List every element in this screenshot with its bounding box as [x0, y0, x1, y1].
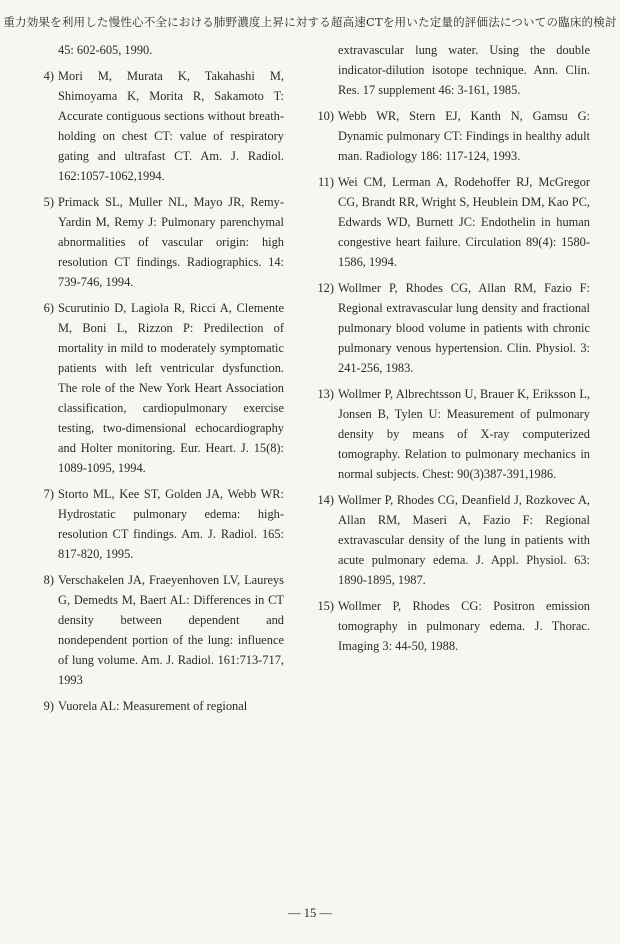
reference-continuation: extravascular lung water. Using the double indicator-dilution isotope technique. Ann. Clin. Res. 17 supplement 46: 3-161, 1985.: [338, 43, 590, 97]
reference-item: [308, 278, 590, 378]
reference-item: [32, 298, 284, 478]
reference-text: Webb WR, Stern EJ, Kanth N, Gamsu G: Dynamic pulmonary CT: Findings in healthy adult man. Radiology 186: 117-124, 1993.: [338, 109, 590, 163]
reference-number: 4): [43, 69, 54, 83]
reference-number: 15): [317, 599, 334, 613]
reference-number: 12): [317, 281, 334, 295]
reference-item: [32, 696, 284, 716]
reference-item: [308, 596, 590, 656]
reference-text: Wollmer P, Rhodes CG: Positron emission tomography in pulmonary edema. J. Thorac. Imaging 3: 44-50, 1988.: [338, 599, 590, 653]
running-header: 重力効果を利用した慢性心不全における肺野濃度上昇に対する超高速CTを用いた定量的評価法についての臨床的検討: [3, 15, 617, 29]
reference-item: [308, 490, 590, 590]
reference-text: Scurutinio D, Lagiola R, Ricci A, Clemente M, Boni L, Rizzon P: Predilection of mortality in mild to moderately symptomatic patients with left ventricular dysfunction. The role of the New York Heart Association classification, cardiopulmonary exercise testing, two-dimensional echocardiography and Holter monitoring. Eur. Heart. J. 15(8): 1089-1095, 1994.: [58, 301, 284, 475]
reference-item: [32, 484, 284, 564]
reference-text: Primack SL, Muller NL, Mayo JR, Remy-Yardin M, Remy J: Pulmonary parenchymal abnormalities of vascular origin: high resolution CT findings. Radiographics. 14: 739-746, 1994.: [58, 195, 284, 289]
reference-text: Storto ML, Kee ST, Golden JA, Webb WR: Hydrostatic pulmonary edema: high-resolution CT findings. Am. J. Radiol. 165: 817-820, 1995.: [58, 487, 284, 561]
reference-text: Wollmer P, Rhodes CG, Allan RM, Fazio F: Regional extravascular lung density and fractional pulmonary blood volume in patients with chronic pulmonary venous hypertension. Clin. Physiol. 3: 241-256, 1983.: [338, 281, 590, 375]
reference-continuation: 45: 602-605, 1990.: [58, 43, 153, 57]
reference-number: 11): [317, 175, 334, 189]
reference-number: 10): [317, 109, 334, 123]
reference-item: [308, 106, 590, 166]
reference-text: Vuorela AL: Measurement of regional: [58, 699, 248, 713]
reference-number: 8): [43, 573, 54, 587]
page-number: — 15 —: [288, 906, 332, 920]
reference-text: Mori M, Murata K, Takahashi M, Shimoyama K, Morita R, Sakamoto T: Accurate contiguous sections without breath-holding on chest CT: value of respiratory gating and ultrafast CT. Am. J. Radiol. 162:1057-1062,1994.: [58, 69, 284, 183]
reference-text: Wei CM, Lerman A, Rodehoffer RJ, McGregor CG, Brandt RR, Wright S, Heublein DM, Kao PC, Edwards WD, Burnett JC: Endothelin in human congestive heart failure. Circulation 89(4): 1580-1586, 1994.: [338, 175, 590, 269]
reference-column-right: [308, 40, 590, 662]
reference-number: 9): [43, 699, 54, 713]
reference-text: Wollmer P, Rhodes CG, Deanfield J, Rozkovec A, Allan RM, Maseri A, Fazio F: Regional extravascular density of the lung in patients with acute pulmonary edema. J. Appl. Physiol. 63: 1890-1895, 1987.: [338, 493, 590, 587]
reference-number: 7): [43, 487, 54, 501]
reference-number: 14): [317, 493, 334, 507]
reference-text: Wollmer P, Albrechtsson U, Brauer K, Eriksson L, Jonsen B, Tylen U: Measurement of pulmonary density by means of X-ray computerized tomography. Relation to pulmonary mechanics in normal subjects. Chest: 90(3)387-391,1986.: [338, 387, 590, 481]
reference-number: 13): [317, 387, 334, 401]
reference-item: [32, 570, 284, 690]
reference-text: Verschakelen JA, Fraeyenhoven LV, Laureys G, Demedts M, Baert AL: Differences in CT density between dependent and nondependent portion of the lung: influence of lung volume. Am. J. Radiol. 161:713-717, 1993: [58, 573, 284, 687]
reference-item: [32, 66, 284, 186]
reference-item: [308, 384, 590, 484]
reference-column-left: [32, 40, 284, 722]
reference-number: 5): [43, 195, 54, 209]
reference-item: [32, 192, 284, 292]
reference-item: [308, 172, 590, 272]
reference-number: 6): [43, 301, 54, 315]
